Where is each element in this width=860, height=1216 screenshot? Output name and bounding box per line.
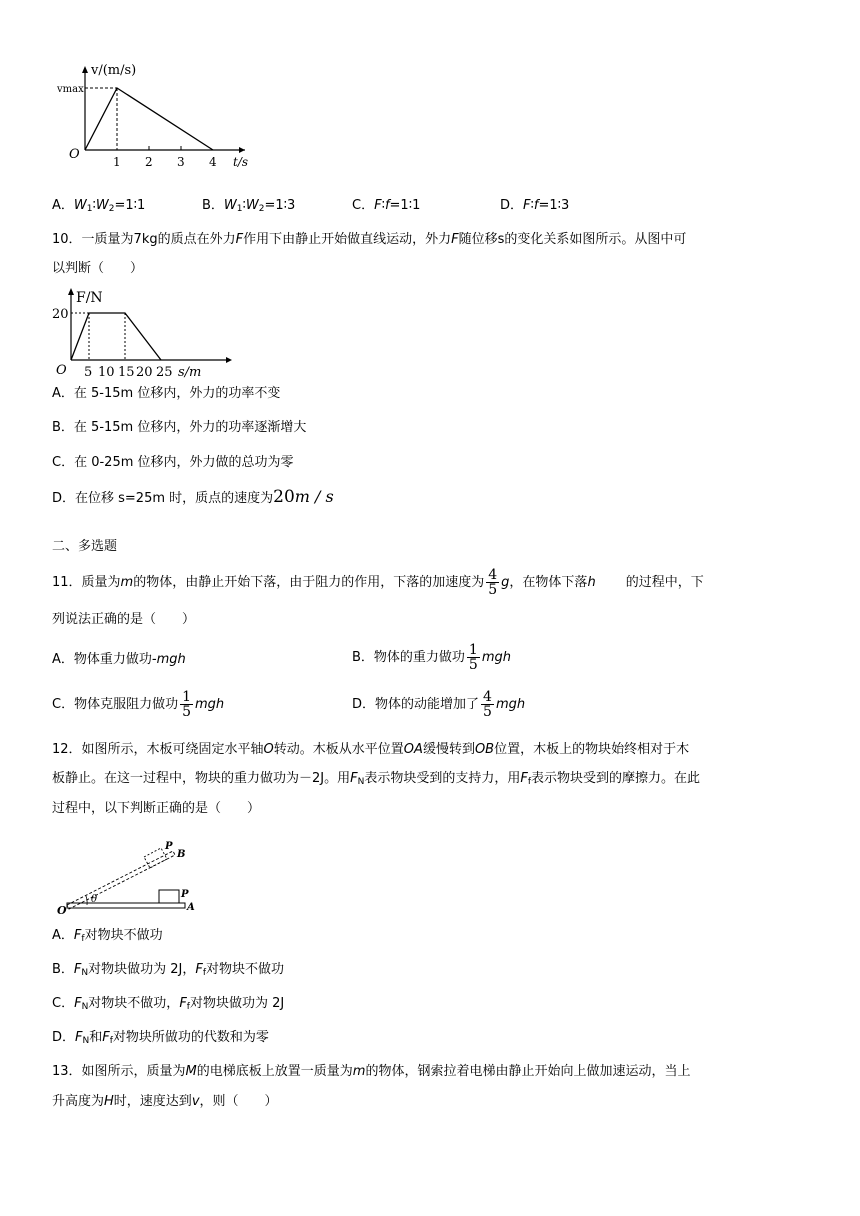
label-a: A [187,902,195,913]
origin-label: O [56,363,67,378]
t-axis-label: t/s [233,155,249,169]
q12-option-a[interactable]: A．$F_f$对物块不做功 [52,928,163,944]
t-axis-arrow [239,147,245,153]
q10-stem-line1: 10．一质量为7kg的质点在外力F作用下由静止开始做直线运动，外力F随位移s的变化关系如图所示。从图中可 [52,232,687,247]
q11-stem-line1: 11．质量为m的物体，由静止开始下落，由于阻力的作用，下落的加速度为 $\frac{4}{5}$ g，在物体下落h 的过程中，下 [52,567,704,598]
section-title: 二、多选题 [52,539,118,554]
q11-option-d[interactable]: D．物体的动能增加了 $\frac{4}{5}$ mgh [352,689,526,720]
x-tick-label: 4 [209,155,217,169]
q10-option-b[interactable]: B．在 5-15m 位移内，外力的功率逐渐增大 [52,420,307,435]
origin-label: O [69,147,80,162]
q10-option-a[interactable]: A．在 5-15m 位移内，外力的功率不变 [52,386,281,401]
v-axis-arrow [82,66,88,73]
q12-option-d[interactable]: D．$F_N$和$F_f$对物块所做功的代数和为零 [52,1030,269,1046]
velocity-line [85,88,213,150]
q9-option-b[interactable]: B．$W_1∶W_2=1∶3$ [202,198,296,214]
fraction: $\frac{4}{5}$ [483,689,492,720]
q9-option-d[interactable]: D．F∶f=1∶3 [500,198,570,213]
q10-option-c[interactable]: C．在 0-25m 位移内，外力做的总功为零 [52,455,294,470]
s-axis-label: s/m [178,365,202,380]
q13-stem-line1: 13．如图所示，质量为M的电梯底板上放置一质量为m的物体，钢索拉着电梯由静止开始向上做加速运动，当上 [52,1064,691,1079]
x-tick-label: 20 [136,365,153,380]
x-tick-label: 15 [118,365,135,380]
label-p-bottom: P [181,889,189,900]
q11-option-b[interactable]: B．物体的重力做功 $\frac{1}{5}$ mgh [352,642,511,673]
figure-velocity-time-graph [55,58,255,176]
label-o: O [57,904,67,917]
q10-stem-line2: 以判断（ ） [52,261,144,276]
figure-force-displacement-graph [52,284,252,382]
x-tick-label: 3 [177,155,185,169]
q12-stem-line2: 板静止。在这一过程中，物块的重力做功为－2J。用$F_N$表示物块受到的支持力，用$F_f$表示物块受到的摩擦力。在此 [52,771,701,787]
force-line [71,313,161,360]
q12-option-c[interactable]: C．$F_N$对物块不做功，$F_f$对物块做功为 2J [52,996,285,1012]
q11-stem-line2: 列说法正确的是（ ） [52,612,196,627]
x-tick-label: 25 [156,365,173,380]
q12-option-b[interactable]: B．$F_N$对物块做功为 2J，$F_f$对物块不做功 [52,962,285,978]
f-axis-label: F/N [76,290,103,306]
q11-option-a[interactable]: A．物体重力做功-mgh [52,652,186,667]
fraction: $\frac{4}{5}$ [488,567,498,598]
x-tick-label: 5 [84,365,93,380]
q11-option-c[interactable]: C．物体克服阻力做功 $\frac{1}{5}$ mgh [52,689,225,720]
x-tick-label: 1 [113,155,121,169]
q9-option-a[interactable]: A．$W_1∶W_2=1∶1$ [52,198,146,214]
f-axis-arrow [68,288,74,295]
x-tick-label: 10 [98,365,115,380]
fraction: $\frac{1}{5}$ [468,642,478,673]
q13-stem-line2: 升高度为H时，速度达到v，则（ ） [52,1094,278,1109]
label-b: B [177,849,186,860]
y-tick-label: 20 [52,307,69,322]
figure-inclined-board [55,835,205,917]
block-bottom [159,890,179,903]
q12-stem-line1: 12．如图所示，木板可绕固定水平轴O转动。木板从水平位置OA缓慢转到OB位置，木板上的物块始终相对于木 [52,742,690,757]
q10-option-d[interactable]: D．在位移 s=25m 时，质点的速度为20m / s [52,487,334,507]
vmax-label: vmax [57,84,84,95]
q12-stem-line3: 过程中，以下判断正确的是（ ） [52,801,261,816]
s-axis-arrow [226,357,232,363]
q9-option-c[interactable]: C．F∶f=1∶1 [352,198,421,213]
x-tick-label: 2 [145,155,153,169]
board-horizontal-oa [67,903,185,908]
label-p-top: P [165,841,173,852]
block-top [144,848,167,868]
v-axis-label: v/(m/s) [91,63,137,78]
label-theta: θ [91,894,98,905]
fraction: $\frac{1}{5}$ [182,689,191,720]
